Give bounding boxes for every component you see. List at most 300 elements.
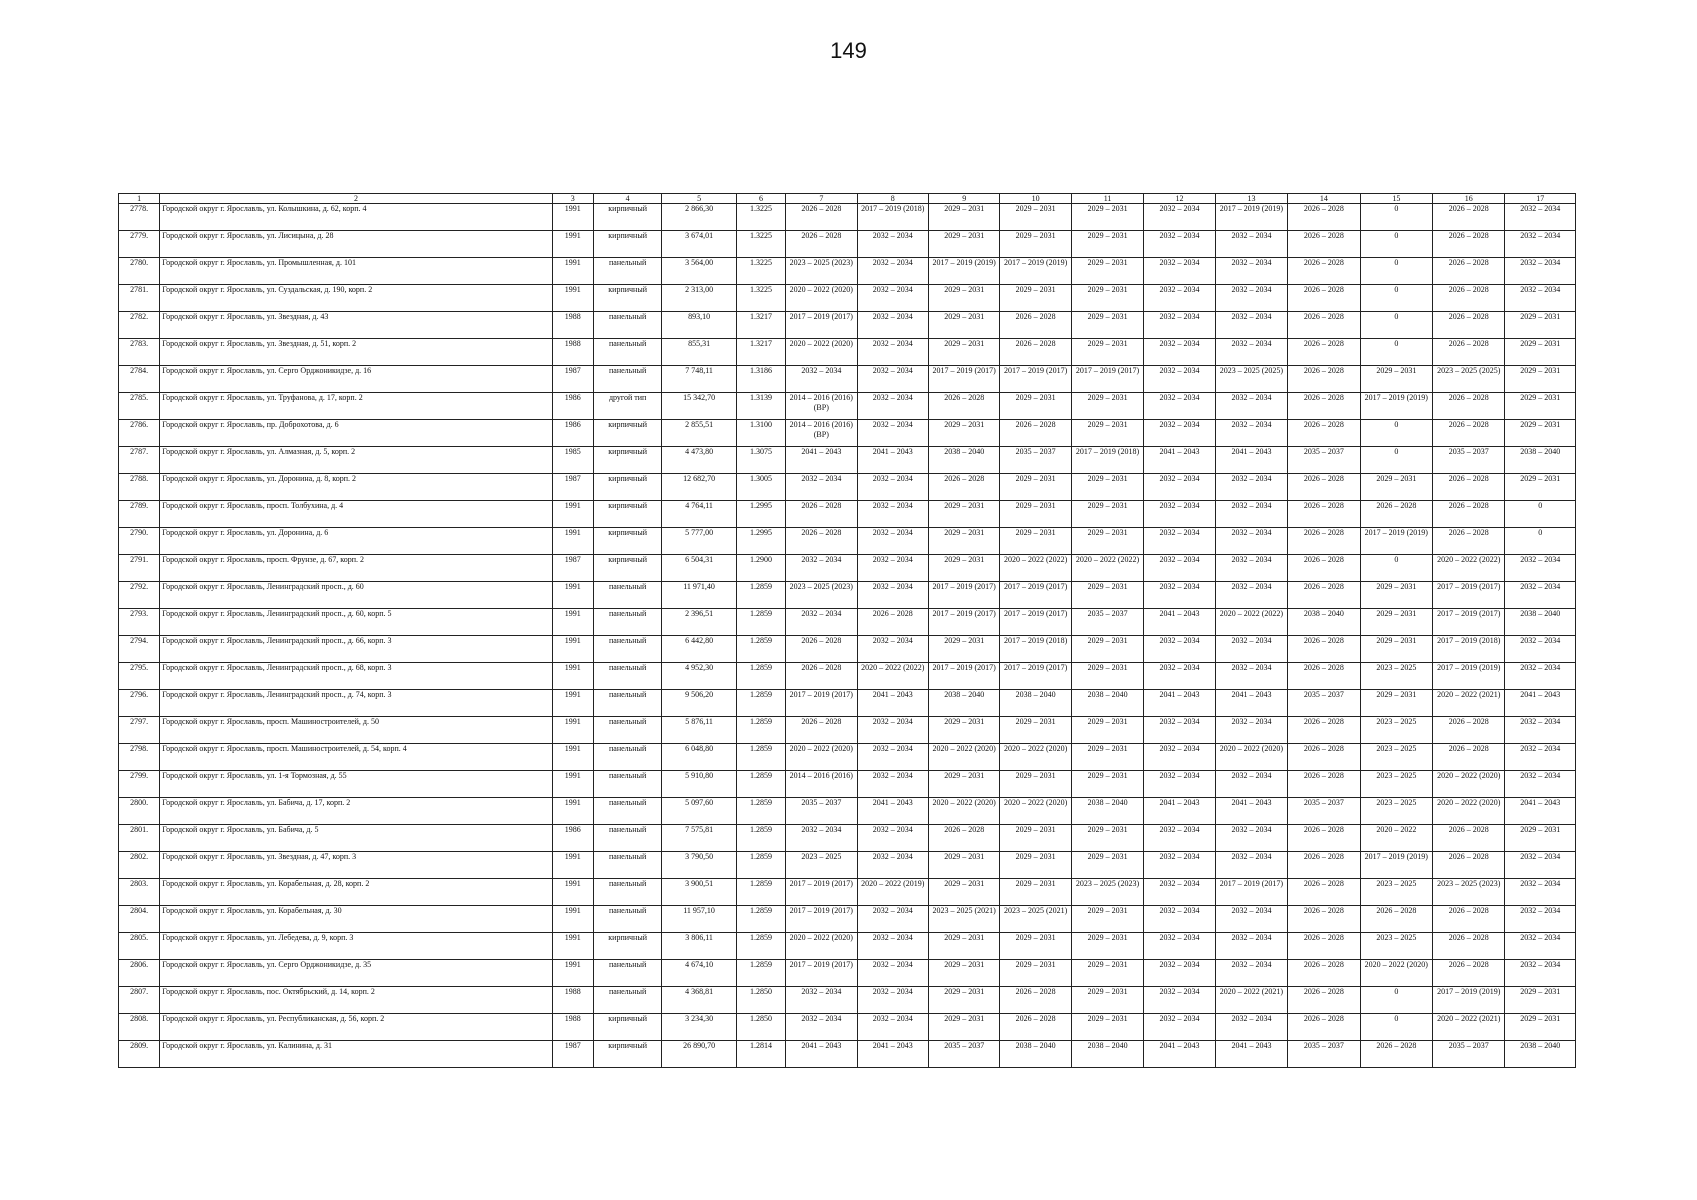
repair-period-cell: 2032 – 2034 bbox=[786, 825, 857, 852]
repair-period-cell: 2029 – 2031 bbox=[928, 879, 999, 906]
repair-period-cell: 2026 – 2028 bbox=[1288, 528, 1360, 555]
year-built-cell: 1991 bbox=[552, 744, 593, 771]
year-built-cell: 1991 bbox=[552, 717, 593, 744]
repair-period-cell: 2041 – 2043 bbox=[1144, 690, 1215, 717]
repair-period-cell: 2020 – 2022 bbox=[1360, 825, 1432, 852]
repair-period-cell: 2026 – 2028 bbox=[1288, 231, 1360, 258]
wall-material-cell: кирпичный bbox=[593, 474, 661, 501]
repair-period-cell: 2020 – 2022 (2020) bbox=[928, 744, 999, 771]
area-cell: 2 855,51 bbox=[662, 420, 736, 447]
repair-period-cell: 2032 – 2034 bbox=[857, 717, 928, 744]
repair-period-cell: 2029 – 2031 bbox=[1000, 528, 1071, 555]
repair-period-cell: 2032 – 2034 bbox=[1144, 717, 1215, 744]
row-number-cell: 2799. bbox=[119, 771, 160, 798]
repair-period-cell: 0 bbox=[1360, 1014, 1432, 1041]
column-number-header: 9 bbox=[928, 194, 999, 204]
repair-period-cell: 2032 – 2034 bbox=[1505, 582, 1576, 609]
repair-period-cell: 2026 – 2028 bbox=[1288, 636, 1360, 663]
repair-period-cell: 2017 – 2019 (2019) bbox=[1000, 258, 1071, 285]
area-cell: 6 442,80 bbox=[662, 636, 736, 663]
area-cell: 11 957,10 bbox=[662, 906, 736, 933]
year-built-cell: 1991 bbox=[552, 771, 593, 798]
repair-period-cell: 2029 – 2031 bbox=[1000, 879, 1071, 906]
repair-period-cell: 2020 – 2022 (2019) bbox=[857, 879, 928, 906]
repair-period-cell: 2032 – 2034 bbox=[1144, 258, 1215, 285]
address-cell: Городской округ г. Ярославль, ул. Бабича, д. 17, корп. 2 bbox=[160, 798, 552, 825]
repair-period-cell: 2029 – 2031 bbox=[1071, 528, 1143, 555]
repair-period-cell: 2023 – 2025 (2025) bbox=[1215, 366, 1287, 393]
repair-period-cell: 2032 – 2034 bbox=[786, 366, 857, 393]
coefficient-cell: 1.2859 bbox=[736, 636, 785, 663]
coefficient-cell: 1.2859 bbox=[736, 609, 785, 636]
repair-period-cell: 2032 – 2034 bbox=[1505, 744, 1576, 771]
coefficient-cell: 1.2859 bbox=[736, 663, 785, 690]
repair-period-cell: 2026 – 2028 bbox=[1288, 825, 1360, 852]
row-number-cell: 2792. bbox=[119, 582, 160, 609]
address-cell: Городской округ г. Ярославль, ул. Лебедева, д. 9, корп. 3 bbox=[160, 933, 552, 960]
repair-period-cell: 2026 – 2028 bbox=[1433, 204, 1505, 231]
area-cell: 3 674,01 bbox=[662, 231, 736, 258]
area-cell: 2 866,30 bbox=[662, 204, 736, 231]
repair-period-cell: 2029 – 2031 bbox=[1071, 771, 1143, 798]
wall-material-cell: панельный bbox=[593, 366, 661, 393]
table-row bbox=[119, 906, 1576, 933]
table-row bbox=[119, 609, 1576, 636]
repair-period-cell: 0 bbox=[1360, 420, 1432, 447]
coefficient-cell: 1.3225 bbox=[736, 231, 785, 258]
repair-period-cell: 2023 – 2025 (2023) bbox=[1433, 879, 1505, 906]
repair-period-cell: 2020 – 2022 (2020) bbox=[1433, 771, 1505, 798]
area-cell: 4 368,81 bbox=[662, 987, 736, 1014]
repair-period-cell: 2032 – 2034 bbox=[1505, 231, 1576, 258]
repair-period-cell: 2026 – 2028 bbox=[1288, 960, 1360, 987]
repair-period-cell: 2041 – 2043 bbox=[1144, 609, 1215, 636]
repair-period-cell: 2029 – 2031 bbox=[1505, 1014, 1576, 1041]
repair-period-cell: 2026 – 2028 bbox=[1433, 825, 1505, 852]
column-number-header: 10 bbox=[1000, 194, 1071, 204]
table-row bbox=[119, 663, 1576, 690]
repair-period-cell: 2020 – 2022 (2021) bbox=[1215, 987, 1287, 1014]
repair-period-cell: 2029 – 2031 bbox=[928, 987, 999, 1014]
wall-material-cell: панельный bbox=[593, 771, 661, 798]
year-built-cell: 1988 bbox=[552, 312, 593, 339]
year-built-cell: 1991 bbox=[552, 204, 593, 231]
column-number-header: 1 bbox=[119, 194, 160, 204]
table-row bbox=[119, 447, 1576, 474]
year-built-cell: 1985 bbox=[552, 447, 593, 474]
address-cell: Городской округ г. Ярославль, Ленинградский просп., д. 60, корп. 5 bbox=[160, 609, 552, 636]
repair-period-cell: 2017 – 2019 (2017) bbox=[786, 879, 857, 906]
repair-period-cell: 2026 – 2028 bbox=[1433, 474, 1505, 501]
repair-period-cell: 2026 – 2028 bbox=[1433, 231, 1505, 258]
repair-period-cell: 0 bbox=[1360, 231, 1432, 258]
repair-period-cell: 2029 – 2031 bbox=[1071, 420, 1143, 447]
repair-period-cell: 2026 – 2028 bbox=[1000, 312, 1071, 339]
repair-period-cell: 2035 – 2037 bbox=[1288, 690, 1360, 717]
table-row bbox=[119, 1041, 1576, 1068]
repair-period-cell: 2032 – 2034 bbox=[1215, 312, 1287, 339]
column-number-header: 6 bbox=[736, 194, 785, 204]
repair-period-cell: 2017 – 2019 (2019) bbox=[1360, 852, 1432, 879]
page-number: 149 bbox=[830, 38, 867, 63]
repair-period-cell: 2029 – 2031 bbox=[928, 960, 999, 987]
repair-period-cell: 2032 – 2034 bbox=[857, 555, 928, 582]
repair-period-cell: 2032 – 2034 bbox=[1215, 393, 1287, 420]
coefficient-cell: 1.3225 bbox=[736, 258, 785, 285]
coefficient-cell: 1.3217 bbox=[736, 312, 785, 339]
repair-period-cell: 2026 – 2028 bbox=[1433, 717, 1505, 744]
table-row bbox=[119, 825, 1576, 852]
repair-period-cell: 2020 – 2022 (2022) bbox=[1215, 609, 1287, 636]
repair-period-cell: 2032 – 2034 bbox=[857, 852, 928, 879]
repair-period-cell: 2026 – 2028 bbox=[1288, 474, 1360, 501]
repair-period-cell: 2041 – 2043 bbox=[1215, 447, 1287, 474]
repair-period-cell: 2017 – 2019 (2017) bbox=[1000, 663, 1071, 690]
row-number-cell: 2805. bbox=[119, 933, 160, 960]
repair-period-cell: 2020 – 2022 (2020) bbox=[786, 933, 857, 960]
coefficient-cell: 1.2900 bbox=[736, 555, 785, 582]
coefficient-cell: 1.2859 bbox=[736, 960, 785, 987]
repair-period-cell: 2032 – 2034 bbox=[1215, 339, 1287, 366]
row-number-cell: 2809. bbox=[119, 1041, 160, 1068]
table-row bbox=[119, 528, 1576, 555]
wall-material-cell: панельный bbox=[593, 960, 661, 987]
repair-period-cell: 2017 – 2019 (2017) bbox=[1433, 609, 1505, 636]
repair-period-cell: 2029 – 2031 bbox=[1505, 420, 1576, 447]
area-cell: 7 748,11 bbox=[662, 366, 736, 393]
repair-period-cell: 2029 – 2031 bbox=[1505, 393, 1576, 420]
coefficient-cell: 1.3186 bbox=[736, 366, 785, 393]
repair-period-cell: 0 bbox=[1360, 312, 1432, 339]
repair-period-cell: 2017 – 2019 (2019) bbox=[928, 258, 999, 285]
repair-period-cell: 2029 – 2031 bbox=[1000, 717, 1071, 744]
repair-period-cell: 2032 – 2034 bbox=[1505, 771, 1576, 798]
area-cell: 2 313,00 bbox=[662, 285, 736, 312]
repair-period-cell: 2035 – 2037 bbox=[928, 1041, 999, 1068]
repair-period-cell: 2029 – 2031 bbox=[928, 204, 999, 231]
repair-period-cell: 2038 – 2040 bbox=[928, 447, 999, 474]
repair-period-cell: 2020 – 2022 (2021) bbox=[1433, 690, 1505, 717]
repair-period-cell: 2023 – 2025 bbox=[1360, 879, 1432, 906]
row-number-cell: 2796. bbox=[119, 690, 160, 717]
repair-period-cell: 2029 – 2031 bbox=[928, 555, 999, 582]
repair-period-cell: 2032 – 2034 bbox=[1505, 717, 1576, 744]
coefficient-cell: 1.2850 bbox=[736, 987, 785, 1014]
repair-period-cell: 2026 – 2028 bbox=[1288, 258, 1360, 285]
repair-period-cell: 2017 – 2019 (2018) bbox=[857, 204, 928, 231]
coefficient-cell: 1.3139 bbox=[736, 393, 785, 420]
repair-period-cell: 2041 – 2043 bbox=[786, 447, 857, 474]
area-cell: 3 790,50 bbox=[662, 852, 736, 879]
repair-period-cell: 2017 – 2019 (2019) bbox=[1433, 987, 1505, 1014]
wall-material-cell: кирпичный bbox=[593, 933, 661, 960]
repair-period-cell: 2029 – 2031 bbox=[1071, 852, 1143, 879]
repair-period-cell: 2041 – 2043 bbox=[857, 447, 928, 474]
repair-period-cell: 2014 – 2016 (2016) bbox=[786, 771, 857, 798]
repair-period-cell: 2029 – 2031 bbox=[1071, 987, 1143, 1014]
coefficient-cell: 1.2859 bbox=[736, 852, 785, 879]
row-number-cell: 2802. bbox=[119, 852, 160, 879]
repair-period-cell: 2032 – 2034 bbox=[1144, 771, 1215, 798]
repair-period-cell: 2032 – 2034 bbox=[1144, 231, 1215, 258]
repair-period-cell: 2026 – 2028 bbox=[1433, 852, 1505, 879]
repair-period-cell: 2032 – 2034 bbox=[1215, 825, 1287, 852]
repair-period-cell: 2032 – 2034 bbox=[1215, 852, 1287, 879]
address-cell: Городской округ г. Ярославль, просп. Машиностроителей, д. 50 bbox=[160, 717, 552, 744]
repair-period-cell: 2026 – 2028 bbox=[1288, 744, 1360, 771]
repair-period-cell: 2032 – 2034 bbox=[1215, 420, 1287, 447]
column-number-header: 5 bbox=[662, 194, 736, 204]
repair-period-cell: 2017 – 2019 (2017) bbox=[928, 582, 999, 609]
repair-period-cell: 2032 – 2034 bbox=[1215, 906, 1287, 933]
repair-period-cell: 2026 – 2028 bbox=[1360, 501, 1432, 528]
repair-period-cell: 2032 – 2034 bbox=[857, 285, 928, 312]
repair-period-cell: 0 bbox=[1360, 258, 1432, 285]
wall-material-cell: кирпичный bbox=[593, 204, 661, 231]
address-cell: Городской округ г. Ярославль, пр. Доброхотова, д. 6 bbox=[160, 420, 552, 447]
area-cell: 3 564,00 bbox=[662, 258, 736, 285]
row-number-cell: 2793. bbox=[119, 609, 160, 636]
column-number-header: 8 bbox=[857, 194, 928, 204]
year-built-cell: 1986 bbox=[552, 825, 593, 852]
repair-period-cell: 2038 – 2040 bbox=[1071, 690, 1143, 717]
repair-period-cell: 2032 – 2034 bbox=[857, 339, 928, 366]
repair-period-cell: 2017 – 2019 (2017) bbox=[786, 312, 857, 339]
area-cell: 11 971,40 bbox=[662, 582, 736, 609]
wall-material-cell: панельный bbox=[593, 690, 661, 717]
repair-period-cell: 2026 – 2028 bbox=[1000, 339, 1071, 366]
housing-registry-table bbox=[118, 193, 1576, 1068]
repair-period-cell: 2020 – 2022 (2022) bbox=[857, 663, 928, 690]
repair-period-cell: 2026 – 2028 bbox=[1288, 204, 1360, 231]
wall-material-cell: кирпичный bbox=[593, 285, 661, 312]
area-cell: 26 890,70 bbox=[662, 1041, 736, 1068]
address-cell: Городской округ г. Ярославль, ул. 1-я Тормозная, д. 55 bbox=[160, 771, 552, 798]
repair-period-cell: 2026 – 2028 bbox=[1433, 960, 1505, 987]
repair-period-cell: 2026 – 2028 bbox=[1433, 393, 1505, 420]
area-cell: 4 473,80 bbox=[662, 447, 736, 474]
address-cell: Городской округ г. Ярославль, ул. Корабельная, д. 28, корп. 2 bbox=[160, 879, 552, 906]
wall-material-cell: панельный bbox=[593, 717, 661, 744]
repair-period-cell: 2038 – 2040 bbox=[1505, 1041, 1576, 1068]
repair-period-cell: 2026 – 2028 bbox=[928, 474, 999, 501]
repair-period-cell: 2029 – 2031 bbox=[1360, 582, 1432, 609]
coefficient-cell: 1.2859 bbox=[736, 879, 785, 906]
year-built-cell: 1991 bbox=[552, 933, 593, 960]
repair-period-cell: 2029 – 2031 bbox=[1000, 852, 1071, 879]
repair-period-cell: 2032 – 2034 bbox=[1144, 285, 1215, 312]
repair-period-cell: 2032 – 2034 bbox=[1505, 879, 1576, 906]
repair-period-cell: 2032 – 2034 bbox=[1215, 285, 1287, 312]
wall-material-cell: панельный bbox=[593, 663, 661, 690]
table-row bbox=[119, 312, 1576, 339]
repair-period-cell: 2026 – 2028 bbox=[1433, 339, 1505, 366]
address-cell: Городской округ г. Ярославль, ул. Лисицына, д. 28 bbox=[160, 231, 552, 258]
area-cell: 15 342,70 bbox=[662, 393, 736, 420]
repair-period-cell: 2032 – 2034 bbox=[857, 744, 928, 771]
repair-period-cell: 2032 – 2034 bbox=[857, 582, 928, 609]
repair-period-cell: 2020 – 2022 (2020) bbox=[786, 285, 857, 312]
column-number-header: 3 bbox=[552, 194, 593, 204]
repair-period-cell: 2029 – 2031 bbox=[928, 339, 999, 366]
repair-period-cell: 2032 – 2034 bbox=[1144, 339, 1215, 366]
repair-period-cell: 2017 – 2019 (2017) bbox=[928, 366, 999, 393]
repair-period-cell: 2041 – 2043 bbox=[1144, 798, 1215, 825]
repair-period-cell: 2032 – 2034 bbox=[857, 258, 928, 285]
repair-period-cell: 2032 – 2034 bbox=[1215, 933, 1287, 960]
repair-period-cell: 2032 – 2034 bbox=[857, 636, 928, 663]
repair-period-cell: 2017 – 2019 (2017) bbox=[1000, 609, 1071, 636]
repair-period-cell: 2032 – 2034 bbox=[1215, 1014, 1287, 1041]
address-cell: Городской округ г. Ярославль, Ленинградский просп., д. 66, корп. 3 bbox=[160, 636, 552, 663]
repair-period-cell: 2020 – 2022 (2022) bbox=[1433, 555, 1505, 582]
repair-period-cell: 2029 – 2031 bbox=[1071, 312, 1143, 339]
address-cell: Городской округ г. Ярославль, ул. Алмазная, д. 5, корп. 2 bbox=[160, 447, 552, 474]
repair-period-cell: 2032 – 2034 bbox=[1144, 312, 1215, 339]
repair-period-cell: 0 bbox=[1360, 285, 1432, 312]
year-built-cell: 1991 bbox=[552, 690, 593, 717]
table-row bbox=[119, 798, 1576, 825]
repair-period-cell: 2029 – 2031 bbox=[1071, 474, 1143, 501]
repair-period-cell: 2038 – 2040 bbox=[1288, 609, 1360, 636]
repair-period-cell: 2023 – 2025 (2023) bbox=[786, 582, 857, 609]
repair-period-cell: 2029 – 2031 bbox=[1071, 906, 1143, 933]
repair-period-cell: 2032 – 2034 bbox=[857, 528, 928, 555]
repair-period-cell: 2032 – 2034 bbox=[857, 987, 928, 1014]
repair-period-cell: 2038 – 2040 bbox=[1000, 690, 1071, 717]
repair-period-cell: 2032 – 2034 bbox=[857, 906, 928, 933]
column-number-header: 13 bbox=[1215, 194, 1287, 204]
table-row bbox=[119, 204, 1576, 231]
wall-material-cell: панельный bbox=[593, 906, 661, 933]
repair-period-cell: 2020 – 2022 (2020) bbox=[786, 339, 857, 366]
repair-period-cell: 2029 – 2031 bbox=[928, 312, 999, 339]
repair-period-cell: 2026 – 2028 bbox=[786, 204, 857, 231]
repair-period-cell: 2020 – 2022 (2020) bbox=[1433, 798, 1505, 825]
repair-period-cell: 2029 – 2031 bbox=[928, 933, 999, 960]
table-row bbox=[119, 852, 1576, 879]
area-cell: 7 575,81 bbox=[662, 825, 736, 852]
column-number-header: 7 bbox=[786, 194, 857, 204]
repair-period-cell: 2032 – 2034 bbox=[1144, 879, 1215, 906]
repair-period-cell: 2029 – 2031 bbox=[928, 501, 999, 528]
wall-material-cell: кирпичный bbox=[593, 420, 661, 447]
repair-period-cell: 2041 – 2043 bbox=[1215, 1041, 1287, 1068]
repair-period-cell: 2026 – 2028 bbox=[786, 663, 857, 690]
repair-period-cell: 2032 – 2034 bbox=[1215, 474, 1287, 501]
repair-period-cell: 2032 – 2034 bbox=[857, 474, 928, 501]
year-built-cell: 1991 bbox=[552, 231, 593, 258]
repair-period-cell: 2026 – 2028 bbox=[1433, 285, 1505, 312]
year-built-cell: 1991 bbox=[552, 528, 593, 555]
coefficient-cell: 1.2859 bbox=[736, 825, 785, 852]
column-number-header: 15 bbox=[1360, 194, 1432, 204]
row-number-cell: 2780. bbox=[119, 258, 160, 285]
repair-period-cell: 2029 – 2031 bbox=[1071, 393, 1143, 420]
repair-period-cell: 2032 – 2034 bbox=[857, 231, 928, 258]
repair-period-cell: 2026 – 2028 bbox=[1000, 987, 1071, 1014]
address-cell: Городской округ г. Ярославль, ул. Доронина, д. 8, корп. 2 bbox=[160, 474, 552, 501]
year-built-cell: 1986 bbox=[552, 393, 593, 420]
table-row bbox=[119, 339, 1576, 366]
address-cell: Городской округ г. Ярославль, просп. Фрунзе, д. 67, корп. 2 bbox=[160, 555, 552, 582]
row-number-cell: 2798. bbox=[119, 744, 160, 771]
repair-period-cell: 0 bbox=[1360, 339, 1432, 366]
area-cell: 3 234,30 bbox=[662, 1014, 736, 1041]
year-built-cell: 1987 bbox=[552, 1041, 593, 1068]
coefficient-cell: 1.2859 bbox=[736, 582, 785, 609]
repair-period-cell: 2032 – 2034 bbox=[857, 393, 928, 420]
area-cell: 893,10 bbox=[662, 312, 736, 339]
table-body bbox=[119, 204, 1576, 1068]
table-row bbox=[119, 771, 1576, 798]
row-number-cell: 2783. bbox=[119, 339, 160, 366]
address-cell: Городской округ г. Ярославль, Ленинградский просп., д. 68, корп. 3 bbox=[160, 663, 552, 690]
address-cell: Городской округ г. Ярославль, Ленинградский просп., д. 74, корп. 3 bbox=[160, 690, 552, 717]
address-cell: Городской округ г. Ярославль, ул. Серго Орджоникидзе, д. 35 bbox=[160, 960, 552, 987]
repair-period-cell: 2029 – 2031 bbox=[1360, 636, 1432, 663]
repair-period-cell: 2017 – 2019 (2017) bbox=[786, 906, 857, 933]
coefficient-cell: 1.2814 bbox=[736, 1041, 785, 1068]
repair-period-cell: 2020 – 2022 (2020) bbox=[786, 744, 857, 771]
repair-period-cell: 2032 – 2034 bbox=[1144, 555, 1215, 582]
table-row bbox=[119, 960, 1576, 987]
repair-period-cell: 2032 – 2034 bbox=[786, 555, 857, 582]
repair-period-cell: 2032 – 2034 bbox=[1144, 933, 1215, 960]
wall-material-cell: панельный bbox=[593, 582, 661, 609]
repair-period-cell: 2032 – 2034 bbox=[1215, 258, 1287, 285]
repair-period-cell: 2029 – 2031 bbox=[1000, 474, 1071, 501]
repair-period-cell: 2032 – 2034 bbox=[1144, 987, 1215, 1014]
repair-period-cell: 2026 – 2028 bbox=[786, 636, 857, 663]
repair-period-cell: 2029 – 2031 bbox=[1000, 960, 1071, 987]
repair-period-cell: 2026 – 2028 bbox=[1288, 285, 1360, 312]
wall-material-cell: панельный bbox=[593, 609, 661, 636]
repair-period-cell: 2026 – 2028 bbox=[928, 825, 999, 852]
address-cell: Городской округ г. Ярославль, ул. Звездная, д. 47, корп. 3 bbox=[160, 852, 552, 879]
address-cell: Городской округ г. Ярославль, ул. Корабельная, д. 30 bbox=[160, 906, 552, 933]
repair-period-cell: 2017 – 2019 (2017) bbox=[1433, 582, 1505, 609]
repair-period-cell: 2041 – 2043 bbox=[1505, 798, 1576, 825]
repair-period-cell: 2026 – 2028 bbox=[1433, 312, 1505, 339]
repair-period-cell: 0 bbox=[1505, 501, 1576, 528]
repair-period-cell: 2029 – 2031 bbox=[1071, 744, 1143, 771]
repair-period-cell: 2026 – 2028 bbox=[786, 717, 857, 744]
repair-period-cell: 2032 – 2034 bbox=[1144, 636, 1215, 663]
repair-period-cell: 2032 – 2034 bbox=[1505, 204, 1576, 231]
repair-period-cell: 2032 – 2034 bbox=[1144, 474, 1215, 501]
repair-period-cell: 2032 – 2034 bbox=[1144, 960, 1215, 987]
row-number-cell: 2807. bbox=[119, 987, 160, 1014]
wall-material-cell: кирпичный bbox=[593, 1014, 661, 1041]
repair-period-cell: 2029 – 2031 bbox=[1071, 339, 1143, 366]
repair-period-cell: 2026 – 2028 bbox=[1433, 744, 1505, 771]
coefficient-cell: 1.3217 bbox=[736, 339, 785, 366]
wall-material-cell: панельный bbox=[593, 852, 661, 879]
wall-material-cell: панельный bbox=[593, 798, 661, 825]
year-built-cell: 1991 bbox=[552, 582, 593, 609]
year-built-cell: 1991 bbox=[552, 258, 593, 285]
row-number-cell: 2803. bbox=[119, 879, 160, 906]
repair-period-cell: 2026 – 2028 bbox=[1360, 1041, 1432, 1068]
wall-material-cell: другой тип bbox=[593, 393, 661, 420]
coefficient-cell: 1.2859 bbox=[736, 717, 785, 744]
year-built-cell: 1991 bbox=[552, 798, 593, 825]
repair-period-cell: 2029 – 2031 bbox=[1071, 231, 1143, 258]
column-number-header: 11 bbox=[1071, 194, 1143, 204]
repair-period-cell: 2029 – 2031 bbox=[1071, 204, 1143, 231]
row-number-cell: 2784. bbox=[119, 366, 160, 393]
